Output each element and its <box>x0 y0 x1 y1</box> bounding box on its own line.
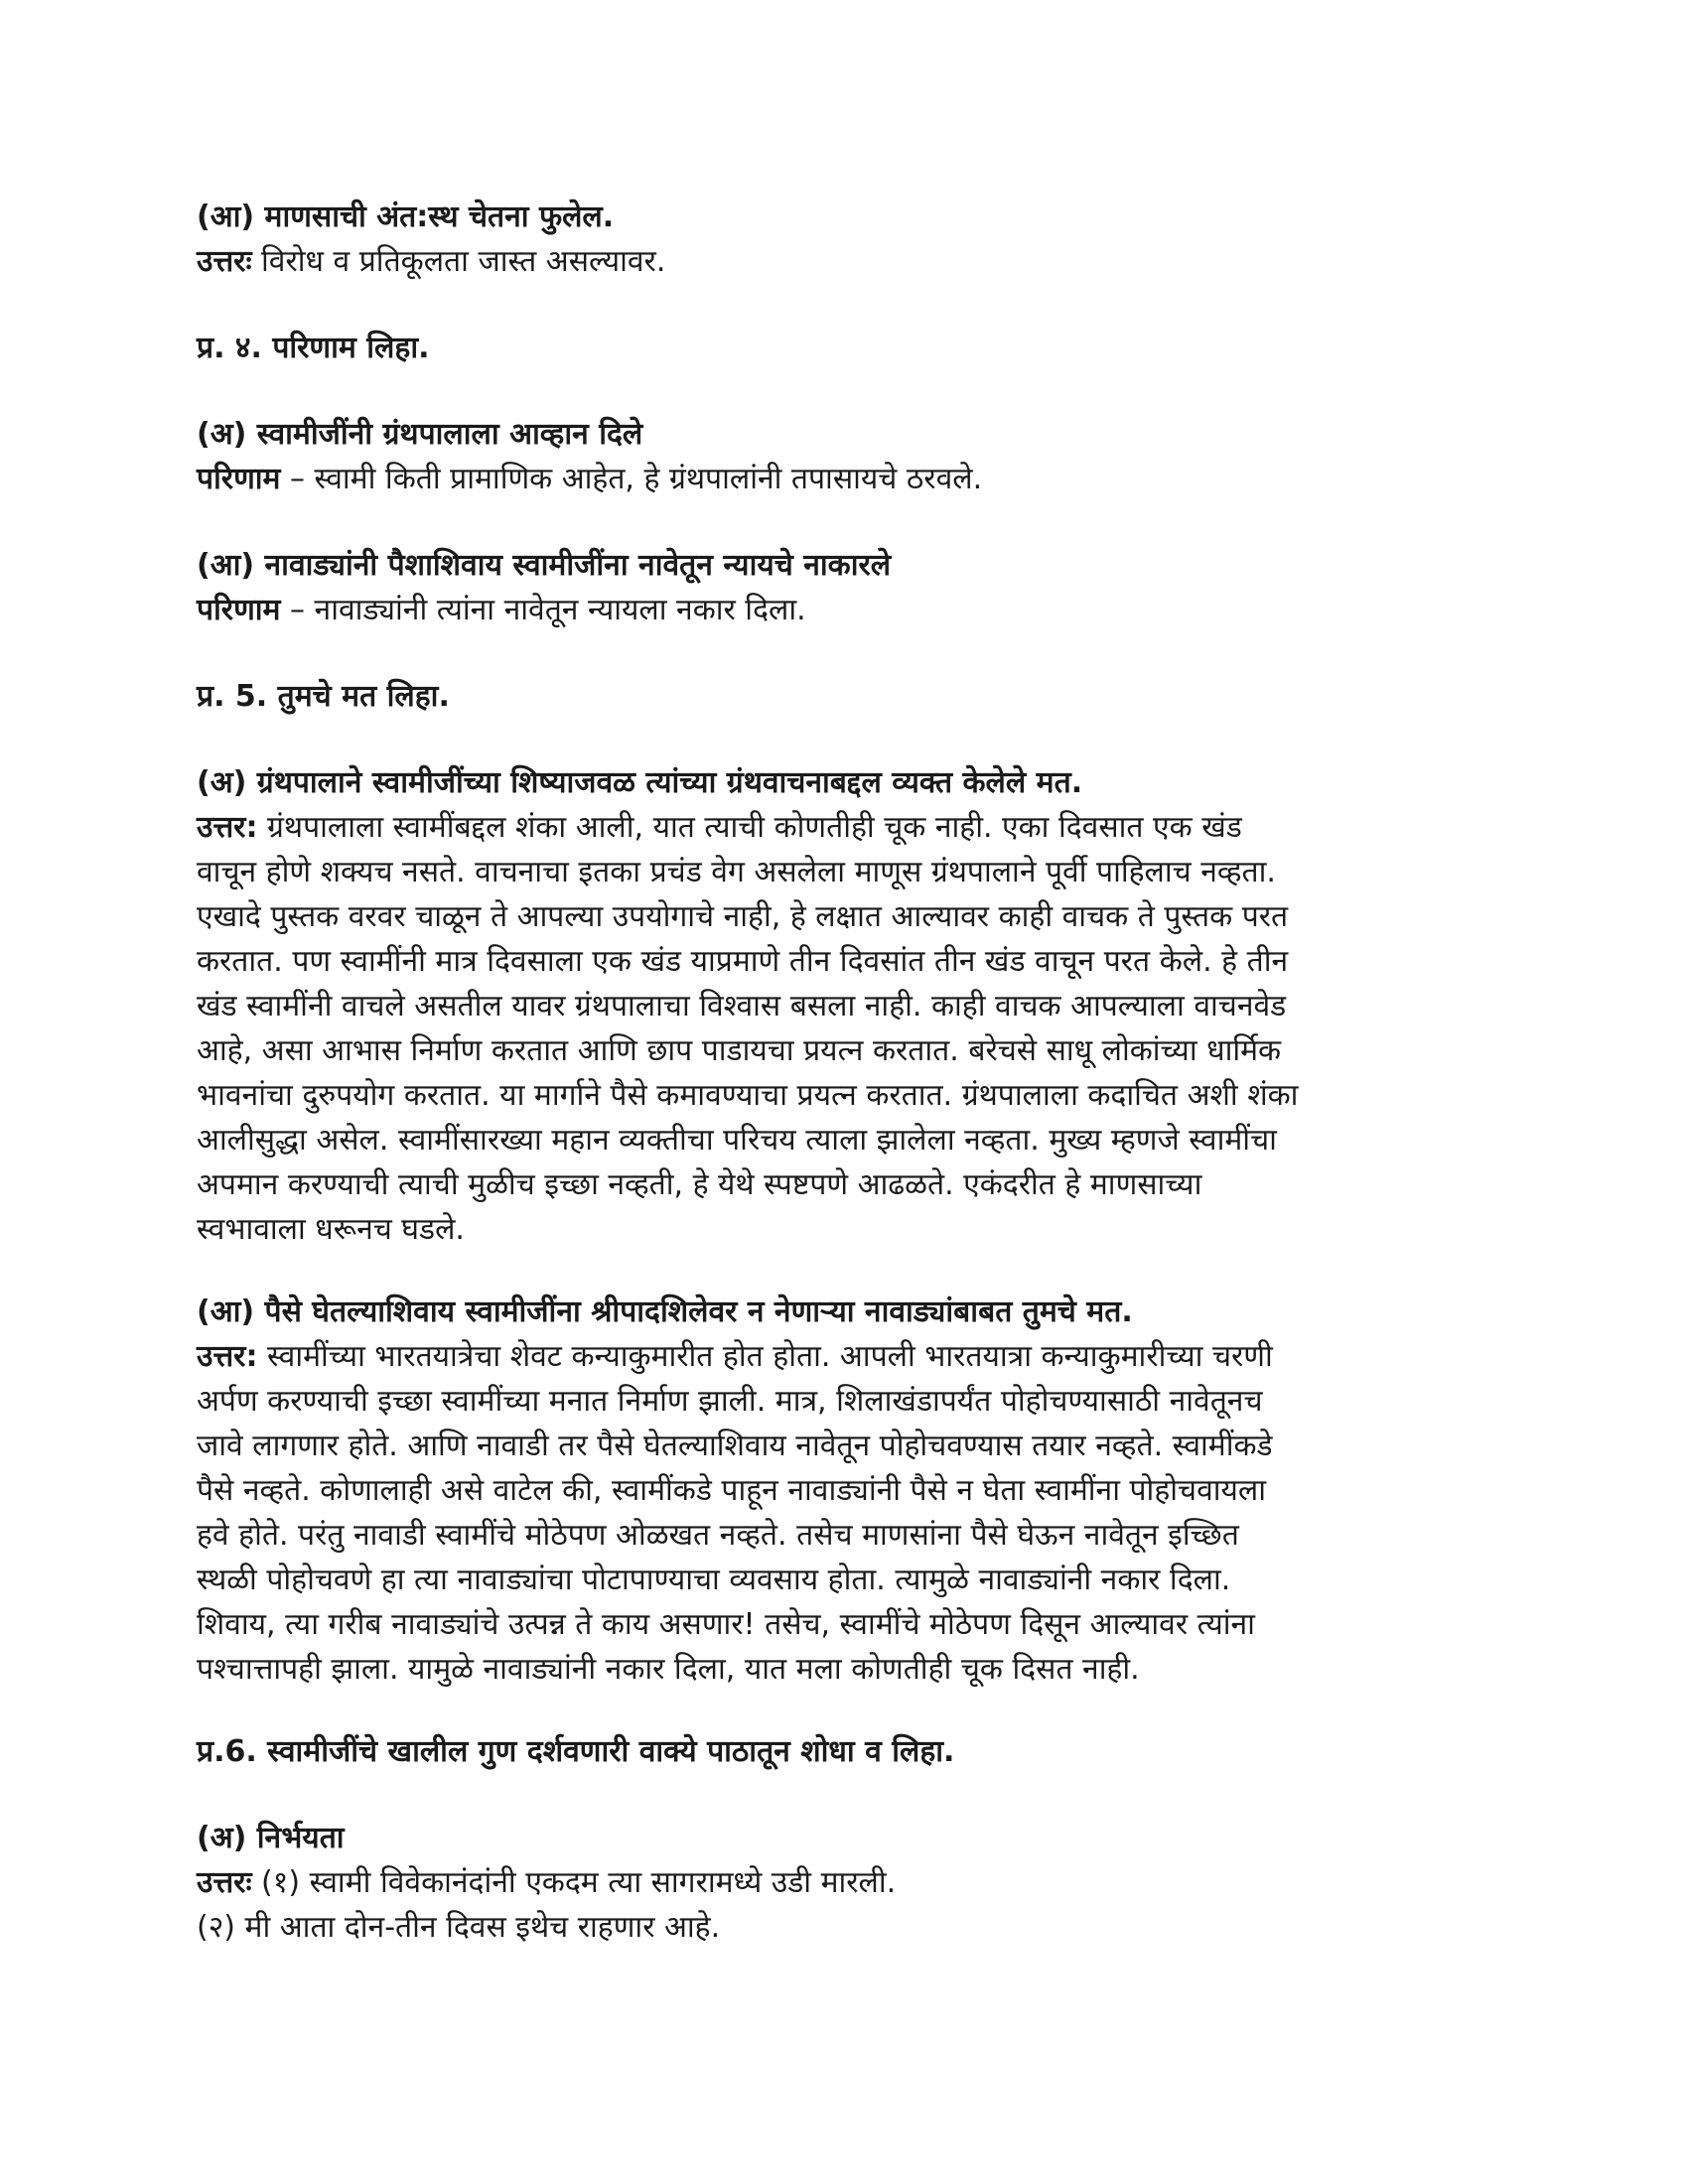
q5-a-heading: (अ) ग्रंथपालाने स्वामीजींच्या शिष्याजवळ त्यांच्या ग्रंथवाचनाबद्दल व्यक्त केलेले मत. <box>197 765 1083 800</box>
q5-b-answer-line <box>197 1334 1487 1379</box>
q5-a-answer-line: स्वभावाला धरूनच घडले. <box>197 1212 465 1247</box>
q5-b-answer-line: जावे लागणार होते. आणि नावाडी तर पैसे घेतल्याशिवाय नावेतून पोहोचवण्यास तयार नव्हते. स्वामींकडे <box>197 1429 1273 1463</box>
q5-b-answer-line: शिवाय, त्या गरीब नावाड्यांचे उत्पन्न ते काय असणार! तसेच, स्वामींचे मोठेपण दिसून आल्यावर त्यांना <box>197 1607 1255 1642</box>
result-text: – स्वामी किती प्रामाणिक आहेत, हे ग्रंथपालांनी तपासायचे ठरवले. <box>280 462 983 496</box>
answer-label: उत्तर: <box>197 810 258 845</box>
answer-text: ग्रंथपालाला स्वामींबद्दल शंका आली, यात त्याची कोणतीही चूक नाही. एका दिवसात एक खंड <box>257 810 1242 845</box>
q4-title: प्र. ४. परिणाम लिहा. <box>197 331 430 365</box>
q6-a-answer-line: (२) मी आता दोन-तीन दिवस इथेच राहणार आहे. <box>197 1910 721 1945</box>
q5-a-answer-line: आहे, असा आभास निर्माण करतात आणि छाप पाडायचा प्रयत्न करतात. बरेचसे साधू लोकांच्या धार्मिक <box>197 1033 1282 1068</box>
q6-title: प्र.6. स्वामीजींचे खालील गुण दर्शवणारी वाक्ये पाठातून शोधा व लिहा. <box>197 1734 955 1769</box>
q5-a-answer-line: खंड स्वामींनी वाचले असतील यावर ग्रंथपालाचा विश्वास बसला नाही. काही वाचक आपल्याला वाचनवेड <box>197 989 1287 1024</box>
q4-b-heading: (आ) नावाड्यांनी पैशाशिवाय स्वामीजींना नावेतून न्यायचे नाकारले <box>197 548 892 583</box>
q5-a-answer-line: करतात. पण स्वामींनी मात्र दिवसाला एक खंड याप्रमाणे तीन दिवसांत तीन खंड वाचून परत केले. हे तीन <box>197 944 1289 979</box>
q4-a-heading: (अ) स्वामीजींनी ग्रंथपालाला आव्हान दिले <box>197 417 643 452</box>
q5-a-answer-line: वाचून होणे शक्यच नसते. वाचनाचा इतका प्रचंड वेग असलेला माणूस ग्रंथपालाने पूर्वी पाहिलाच नव्हता. <box>197 855 1276 889</box>
q5-b-heading: (आ) पैसे घेतल्याशिवाय स्वामीजींना श्रीपादशिलेवर न नेणाऱ्या नावाड्यांबाबत तुमचे मत. <box>197 1295 1133 1329</box>
q5-a-answer-line: अपमान करण्याची त्याची मुळीच इच्छा नव्हती, हे येथे स्पष्टपणे आढळते. एकंदरीत हे माणसाच्या <box>197 1167 1202 1202</box>
q5-a-answer-line <box>197 805 1487 850</box>
answer-text: विरोध व प्रतिकूलता जास्त असल्यावर. <box>251 244 666 279</box>
document-page <box>197 195 1487 1950</box>
result-label: परिणाम <box>197 593 281 627</box>
q5-a-answer-line: भावनांचा दुरुपयोग करतात. या मार्गाने पैसे कमावण्याचा प्रयत्न करतात. ग्रंथपालाला कदाचित अशी शंका <box>197 1078 1299 1113</box>
q5-title: प्र. 5. तुमचे मत लिहा. <box>197 679 450 714</box>
answer-text: स्वामींच्या भारतयात्रेचा शेवट कन्याकुमारीत होत होता. आपली भारतयात्रा कन्याकुमारीच्या चरणी <box>257 1339 1273 1374</box>
answer-label: उत्तरः <box>197 1865 252 1900</box>
q5-b-answer-line: स्थळी पोहोचवणे हा त्या नावाड्यांचा पोटापाण्याचा व्यवसाय होता. त्यामुळे नावाड्यांनी नकार दिला. <box>197 1563 1231 1597</box>
answer-text: (१) स्वामी विवेकानंदांनी एकदम त्या सागरामध्ये उडी मारली. <box>251 1865 897 1900</box>
result-label: परिणाम <box>197 462 281 496</box>
q4-b-result <box>197 588 1487 632</box>
q5-b-answer-line: पैसे नव्हते. कोणालाही असे वाटेल की, स्वामींकडे पाहून नावाड्यांनी पैसे न घेता स्वामींना पोहोचवायला <box>197 1473 1267 1508</box>
q5-b-answer-line: अर्पण करण्याची इच्छा स्वामींच्या मनात निर्माण झाली. मात्र, शिलाखंडापर्यंत पोहोचण्यासाठी नावेतूनच <box>197 1384 1263 1419</box>
q4-a-result <box>197 457 1487 501</box>
q5-a-answer-line: एखादे पुस्तक वरवर चाळून ते आपल्या उपयोगाचे नाही, हे लक्षात आल्यावर काही वाचक ते पुस्तक परत <box>197 899 1289 934</box>
answer-label: उत्तरः <box>197 244 252 279</box>
result-text: – नावाड्यांनी त्यांना नावेतून न्यायला नकार दिला. <box>280 593 806 627</box>
q6-a-heading: (अ) निर्भयता <box>197 1821 345 1855</box>
q3-sub-heading: (आ) माणसाची अंत:स्थ चेतना फुलेल. <box>197 200 615 234</box>
q6-a-answer-line <box>197 1860 1487 1905</box>
q5-a-answer-line: आलीसुद्धा असेल. स्वामींसारख्या महान व्यक्तीचा परिचय त्याला झालेला नव्हता. मुख्य म्हणजे स्वामींचा <box>197 1123 1277 1158</box>
q5-b-answer-line: पश्चात्तापही झाला. यामुळे नावाड्यांनी नकार दिला, यात मला कोणतीही चूक दिसत नाही. <box>197 1652 1140 1687</box>
q5-b-answer-line: हवे होते. परंतु नावाडी स्वामींचे मोठेपण ओळखत नव्हते. तसेच माणसांना पैसे घेऊन नावेतून इच्छित <box>197 1518 1239 1553</box>
q3-answer <box>197 239 1487 284</box>
answer-label: उत्तर: <box>197 1339 258 1374</box>
